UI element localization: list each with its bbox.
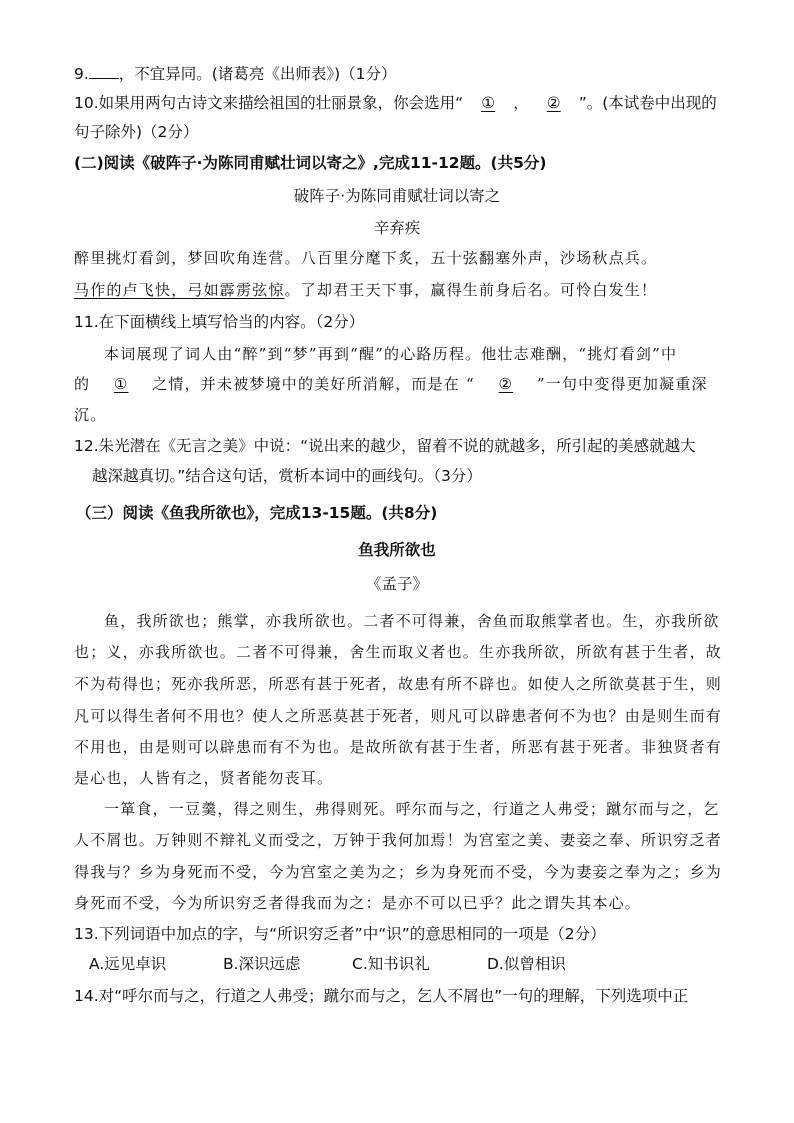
q9-blank — [89, 62, 119, 79]
q11-passage-line-1: 本词展现了词人由“醉”到“梦”再到“醒”的心路历程。他壮志难酬，“挑灯看剑”中 — [104, 345, 678, 363]
q10-text-b: ”。(本试卷中出现的 — [578, 94, 717, 112]
passage-p1-line-1: 鱼，我所欲也；熊掌，亦我所欲也。二者不可得兼，舍鱼而取熊掌者也。生，亦我所欲 — [104, 612, 720, 630]
q9-number: 9. — [74, 65, 89, 83]
passage-p1-line-2: 也；义，亦我所欲也。二者不可得兼，舍生而取义者也。生亦我所欲，所欲有甚于生者，故 — [74, 643, 723, 661]
q11-passage-line-3: 沉。 — [74, 406, 107, 424]
question-14-stem: 14.对“呼尔而与之，行道之人弗受；蹴尔而与之，乞人不屑也”一句的理解，下列选项中正 — [74, 987, 689, 1005]
q13-option-a[interactable]: A.远见卓识 — [89, 955, 167, 973]
q10-blank-2: ② — [546, 94, 561, 112]
poem-line-1: 醉里挑灯看剑，梦回吹角连营。八百里分麾下炙，五十弦翻塞外声，沙场秋点兵。 — [74, 249, 658, 267]
question-10-line-1 — [74, 93, 717, 113]
poem-author: 辛弃疾 — [373, 219, 421, 237]
q11-blank-2: ② — [498, 375, 514, 393]
poem-line-2 — [74, 280, 657, 300]
q13-option-c[interactable]: C.知书识礼 — [352, 955, 430, 973]
passage-p2-line-4: 身死而不受，今为所识穷乏者得我而为之：是亦不可以已乎？此之谓失其本心。 — [74, 894, 642, 912]
passage-p2-line-3: 得我与？乡为身死而不受，今为宫室之美为之；乡为身死而不受，今为妻妾之奉为之；乡为 — [74, 863, 723, 881]
poem-underlined-line: 马作的卢飞快，弓如霹雳弦惊 — [74, 281, 285, 299]
passage-title: 鱼我所欲也 — [358, 541, 436, 559]
question-11-stem: 11.在下面横线上填写恰当的内容。（2分） — [74, 313, 365, 331]
q11-passage-line-2 — [74, 374, 708, 394]
question-10-line-2: 句子除外)（2分） — [74, 123, 199, 141]
question-9 — [74, 62, 397, 84]
passage-p2-line-1: 一箪食，一豆羹，得之则生，弗得则死。呼尔而与之，行道之人弗受；蹴尔而与之，乞 — [104, 800, 720, 818]
q11-text-a: 的 — [74, 375, 91, 393]
question-12-line-1: 12.朱光潜在《无言之美》中说：“说出来的越少，留着不说的就越多，所引起的美感就越大 — [74, 437, 696, 455]
q9-text: ，不宜异同。(诸葛亮《出师表》)（1分） — [118, 65, 397, 83]
question-12-line-2: 越深越真切。”结合这句话，赏析本词中的画线句。（3分） — [92, 467, 482, 485]
question-13-stem: 13.下列词语中加点的字，与“所识穷乏者”中“识”的意思相同的一项是（2分） — [74, 925, 606, 943]
passage-p2-line-2: 人不屑也。万钟则不辩礼义而受之，万钟于我何加焉！为宫室之美、妻妾之奉、所识穷乏者 — [74, 831, 723, 849]
passage-p1-line-3: 不为苟得也；死亦我所恶，所恶有甚于死者，故患有所不辟也。如使人之所欲莫甚于生，则 — [74, 675, 723, 693]
passage-author: 《孟子》 — [365, 575, 428, 593]
passage-p1-line-5: 不用也，由是则可以辟患而有不为也。是故所欲有甚于生者，所恶有甚于死者。非独贤者有 — [74, 738, 723, 756]
q13-option-b[interactable]: B.深识远虑 — [223, 955, 301, 973]
q11-text-c: ”一句中变得更加凝重深 — [536, 375, 708, 393]
section-2-header: (二)阅读《破阵子·为陈同甫赋壮词以寄之》,完成11-12题。(共5分) — [74, 154, 547, 172]
q13-option-d[interactable]: D.似曾相识 — [487, 955, 566, 973]
passage-p1-line-6: 是心也，人皆有之，贤者能勿丧耳。 — [74, 769, 334, 787]
q10-separator: ， — [513, 94, 529, 112]
q11-blank-1: ① — [113, 375, 129, 393]
q10-blank-1: ① — [481, 94, 496, 112]
section-3-header: （三）阅读《鱼我所欲也》，完成13-15题。(共8分) — [76, 504, 438, 522]
passage-p1-line-4: 凡可以得生者何不用也？使人之所恶莫甚于死者，则凡可以辟患者何不为也？由是则生而有 — [74, 707, 723, 725]
poem-line-2-rest: 。了却君王天下事，赢得生前身后名。可怜白发生！ — [284, 281, 658, 299]
poem-title: 破阵子·为陈同甫赋壮词以寄之 — [293, 187, 501, 205]
q10-text-a: 10.如果用两句古诗文来描绘祖国的壮丽景象，你会选用“ — [74, 94, 464, 112]
q11-text-b: 之情，并未被梦境中的美好所消解，而是在 “ — [152, 375, 475, 393]
